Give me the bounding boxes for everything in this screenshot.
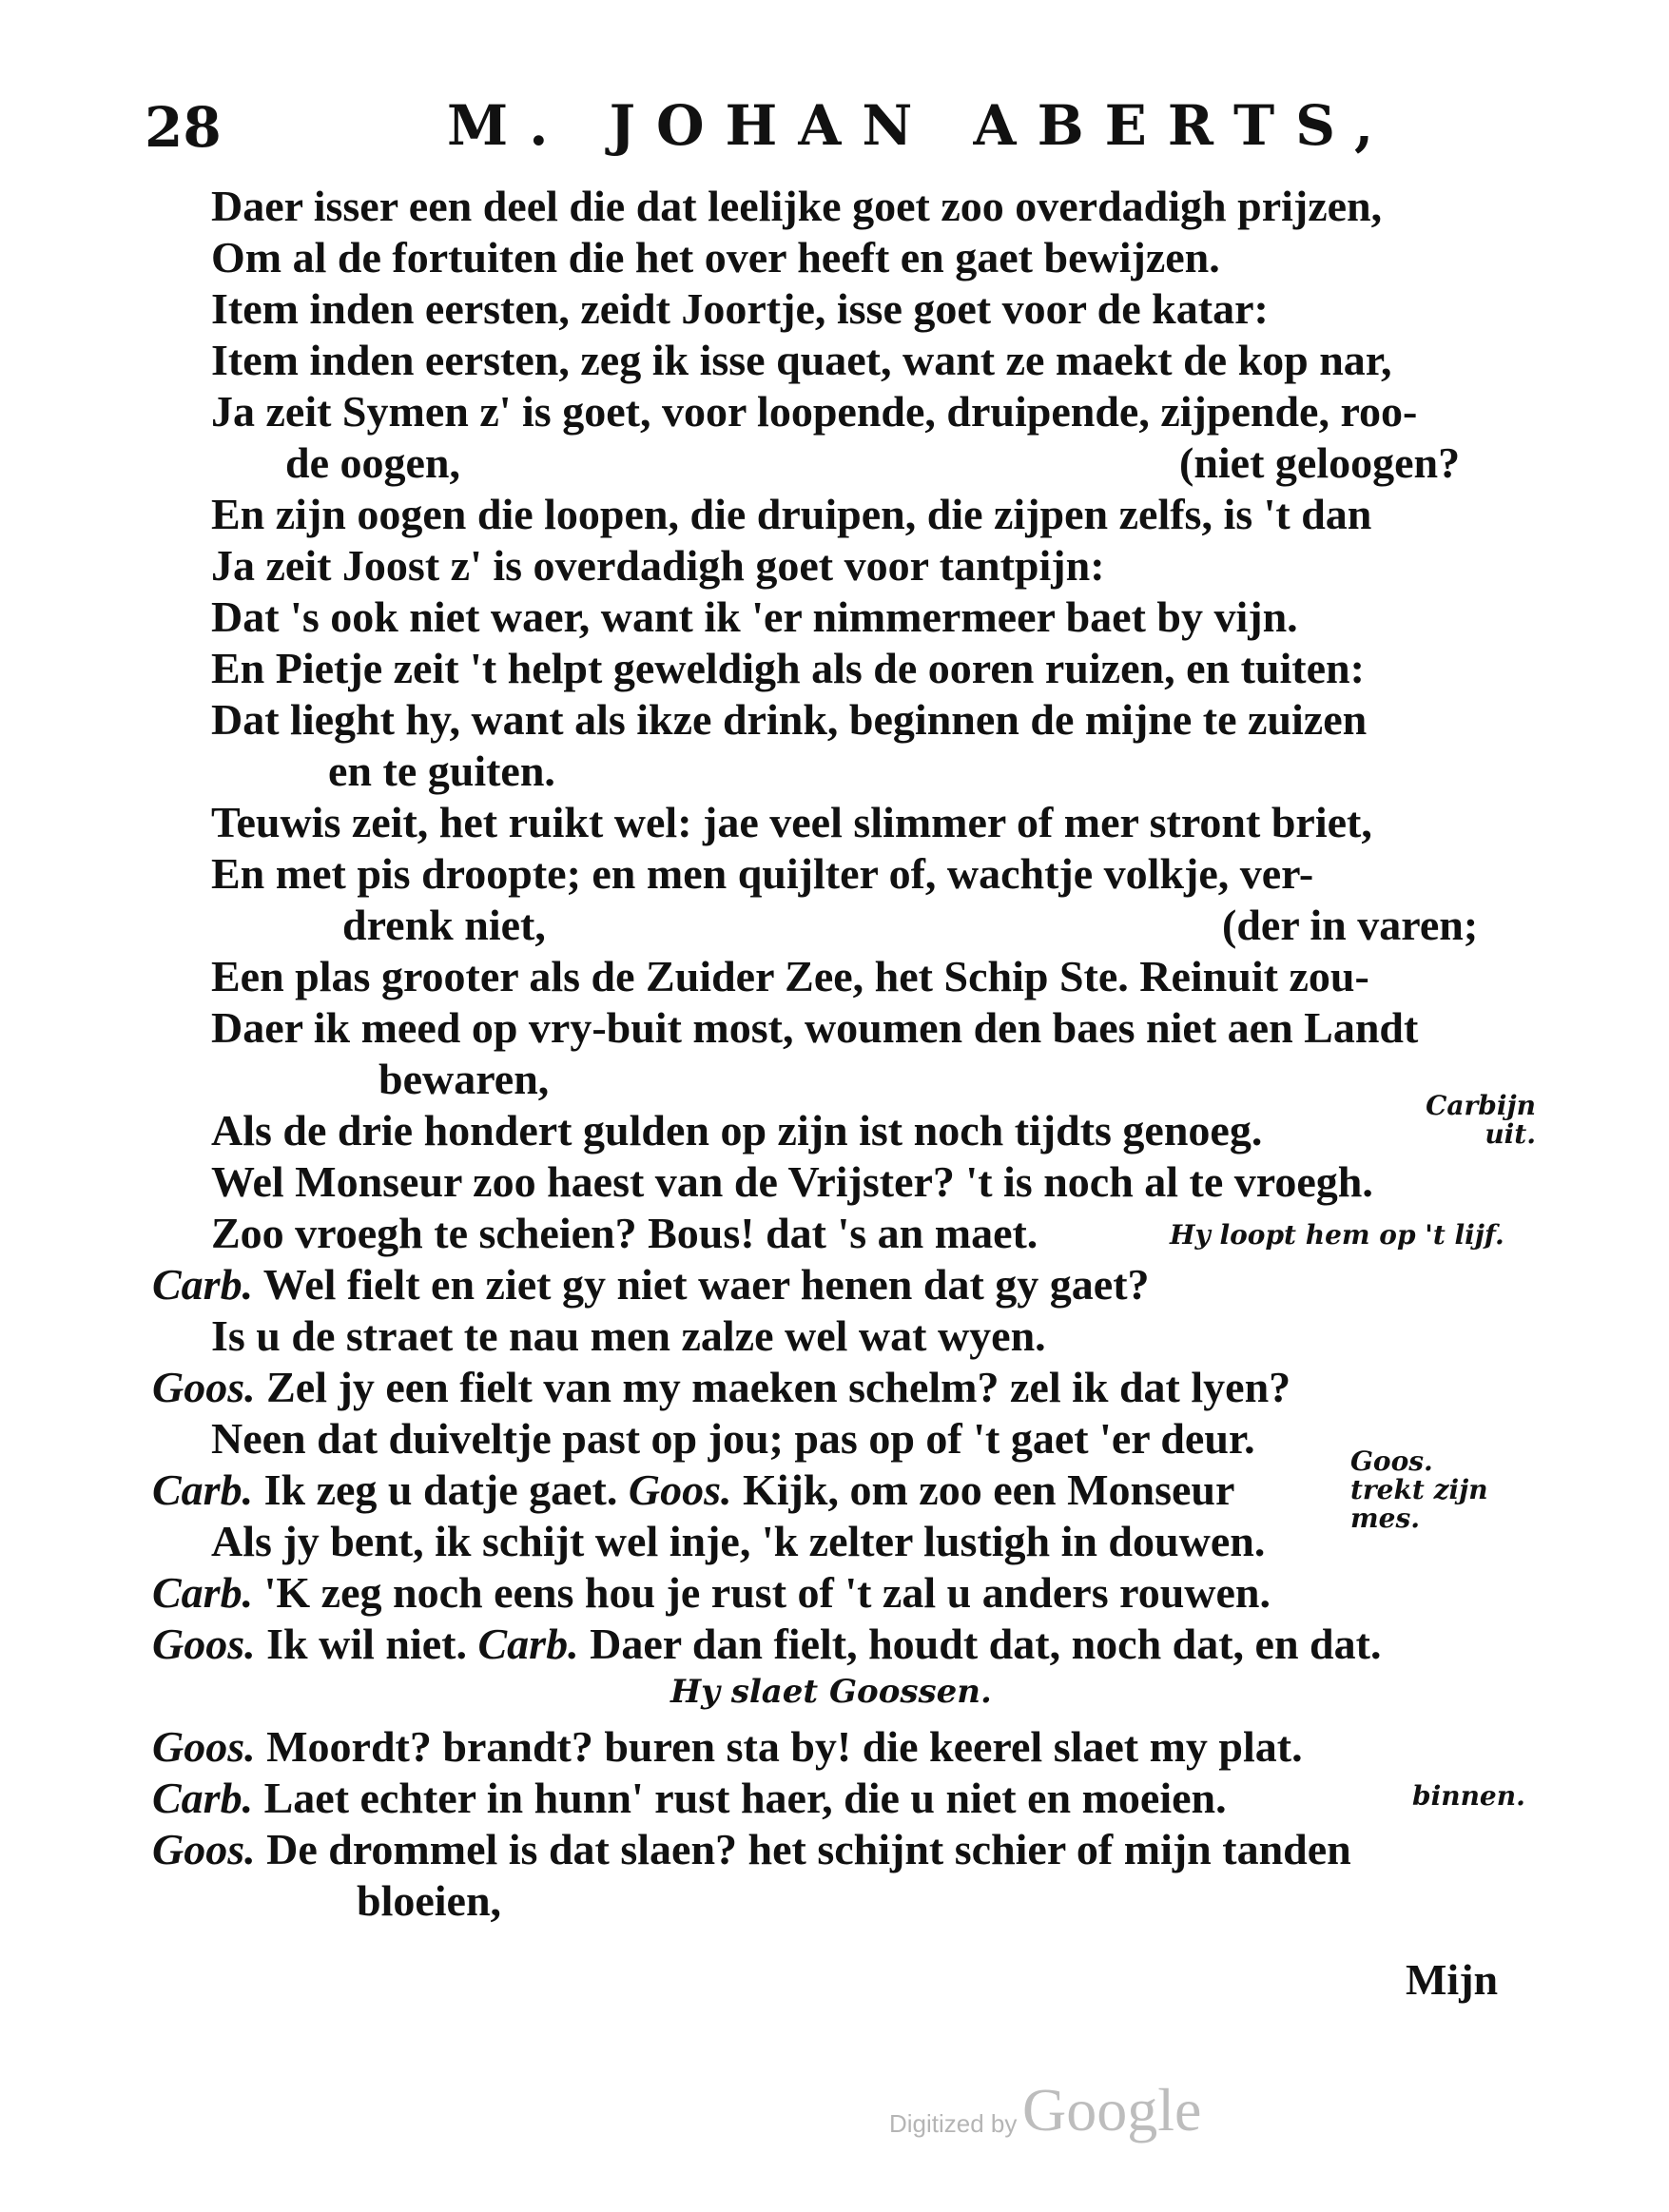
- dialogue-line: [152, 1619, 1381, 1670]
- verse-line: Een plas grooter als de Zuider Zee, het Schip Ste. Reinuit zou-: [211, 952, 1369, 1000]
- verse-line: Zoo vroegh te scheien? Bous! dat 's an maet.: [211, 1209, 1038, 1257]
- verse-line: Ik wil niet.: [266, 1620, 467, 1668]
- verse-line: En met pis droopte; en men quijlter of, wachtje volkje, ver-: [211, 849, 1314, 898]
- catchword: Mijn: [1406, 1955, 1499, 2004]
- speaker-label: Carb.: [152, 1260, 254, 1309]
- stage-direction: Hy slaet Goossen.: [670, 1673, 992, 1711]
- speaker-label: Carb.: [477, 1620, 579, 1668]
- verse-line: Item inden eersten, zeidt Joortje, isse goet voor de katar:: [211, 284, 1269, 333]
- verse-line: 'K zeg noch eens hou je rust of 't zal u anders rouwen.: [263, 1568, 1271, 1617]
- dialogue-line: [152, 1824, 1351, 1875]
- verse-line: Zel jy een fielt van my maeken schelm? zel ik dat lyen?: [266, 1363, 1291, 1411]
- stage-direction: Hy loopt hem op 't lijf.: [1170, 1219, 1504, 1251]
- speaker-label: Carb.: [152, 1774, 254, 1822]
- verse-line: Daer dan fielt, houdt dat, noch dat, en dat.: [590, 1620, 1382, 1668]
- verse-line: en te guiten.: [328, 747, 555, 795]
- verse-line: Wel fielt en ziet gy niet waer henen dat gy gaet?: [262, 1260, 1150, 1309]
- verse-line: De drommel is dat slaen? het schijnt schier of mijn tanden: [266, 1825, 1351, 1873]
- speaker-label: Goos.: [152, 1620, 256, 1668]
- verse-line: En zijn oogen die loopen, die druipen, die zijpen zelfs, is 't dan: [211, 490, 1372, 538]
- page-number: 28: [145, 95, 222, 160]
- verse-line: Ik zeg u datje gaet.: [263, 1465, 618, 1514]
- speaker-label: Carb.: [152, 1568, 254, 1617]
- verse-line: Ja zeit Joost z' is overdadigh goet voor tantpijn:: [211, 541, 1105, 590]
- verse-line: bewaren,: [378, 1055, 550, 1103]
- verse-line: de oogen,: [285, 438, 460, 487]
- verse-line: Teuwis zeit, het ruikt wel: jae veel slimmer of mer stront briet,: [211, 798, 1372, 846]
- stage-direction: binnen.: [1412, 1780, 1525, 1812]
- verse-line: (der in varen;: [1222, 901, 1479, 949]
- running-title: M. JOHAN ABERTS,: [447, 93, 1395, 158]
- verse-line: Daer isser een deel die dat leelijke goet zoo overdadigh prijzen,: [211, 182, 1383, 230]
- verse-line: Dat lieght hy, want als ikze drink, beginnen de mijne te zuizen: [211, 695, 1368, 744]
- dialogue-line: [152, 1259, 1150, 1310]
- stage-direction: Goos. trekt zijn mes.: [1350, 1446, 1488, 1534]
- speaker-label: Goos.: [628, 1465, 732, 1514]
- watermark-prefix: Digitized by: [889, 2109, 1018, 2138]
- verse-line: Item inden eersten, zeg ik isse quaet, want ze maekt de kop nar,: [211, 336, 1392, 384]
- verse-line: (niet geloogen?: [1179, 438, 1461, 487]
- verse-line: Kijk, om zoo een Monseur: [743, 1465, 1235, 1514]
- verse-line: Is u de straet te nau men zalze wel wat wyen.: [211, 1311, 1046, 1360]
- dialogue-line: [152, 1773, 1227, 1824]
- verse-line: Moordt? brandt? buren sta by! die keerel slaet my plat.: [266, 1722, 1303, 1771]
- verse-line: drenk niet,: [342, 901, 546, 949]
- verse-line: En Pietje zeit 't helpt geweldigh als de ooren ruizen, en tuiten:: [211, 644, 1365, 692]
- verse-line: Wel Monseur zoo haest van de Vrijster? 't is noch al te vroegh.: [211, 1157, 1373, 1206]
- verse-line: Daer ik meed op vry-buit most, woumen den baes niet aen Landt: [211, 1003, 1419, 1052]
- dialogue-line: [152, 1721, 1303, 1773]
- dialogue-line: [152, 1362, 1291, 1413]
- verse-line: Neen dat duiveltje past op jou; pas op of 't gaet 'er deur.: [211, 1414, 1255, 1463]
- dialogue-line: [152, 1465, 1234, 1516]
- speaker-label: Goos.: [152, 1722, 256, 1771]
- verse-line: Als jy bent, ik schijt wel inje, 'k zelter lustigh in douwen.: [211, 1517, 1266, 1565]
- google-logo: Google: [1022, 2076, 1202, 2144]
- speaker-label: Carb.: [152, 1465, 254, 1514]
- verse-line: Ja zeit Symen z' is goet, voor loopende, druipende, zijpende, roo-: [211, 387, 1418, 436]
- verse-line: Dat 's ook niet waer, want ik 'er nimmermeer baet by vijn.: [211, 592, 1298, 641]
- speaker-label: Goos.: [152, 1363, 256, 1411]
- verse-line: Om al de fortuiten die het over heeft en gaet bewijzen.: [211, 233, 1220, 281]
- speaker-label: Goos.: [152, 1825, 256, 1873]
- verse-line: bloeien,: [357, 1876, 502, 1925]
- verse-line: Laet echter in hunn' rust haer, die u niet en moeien.: [263, 1774, 1227, 1822]
- dialogue-line: [152, 1567, 1271, 1619]
- stage-direction: Carbijn uit.: [1426, 1090, 1536, 1150]
- verse-line: Als de drie hondert gulden op zijn ist noch tijdts genoeg.: [211, 1106, 1263, 1155]
